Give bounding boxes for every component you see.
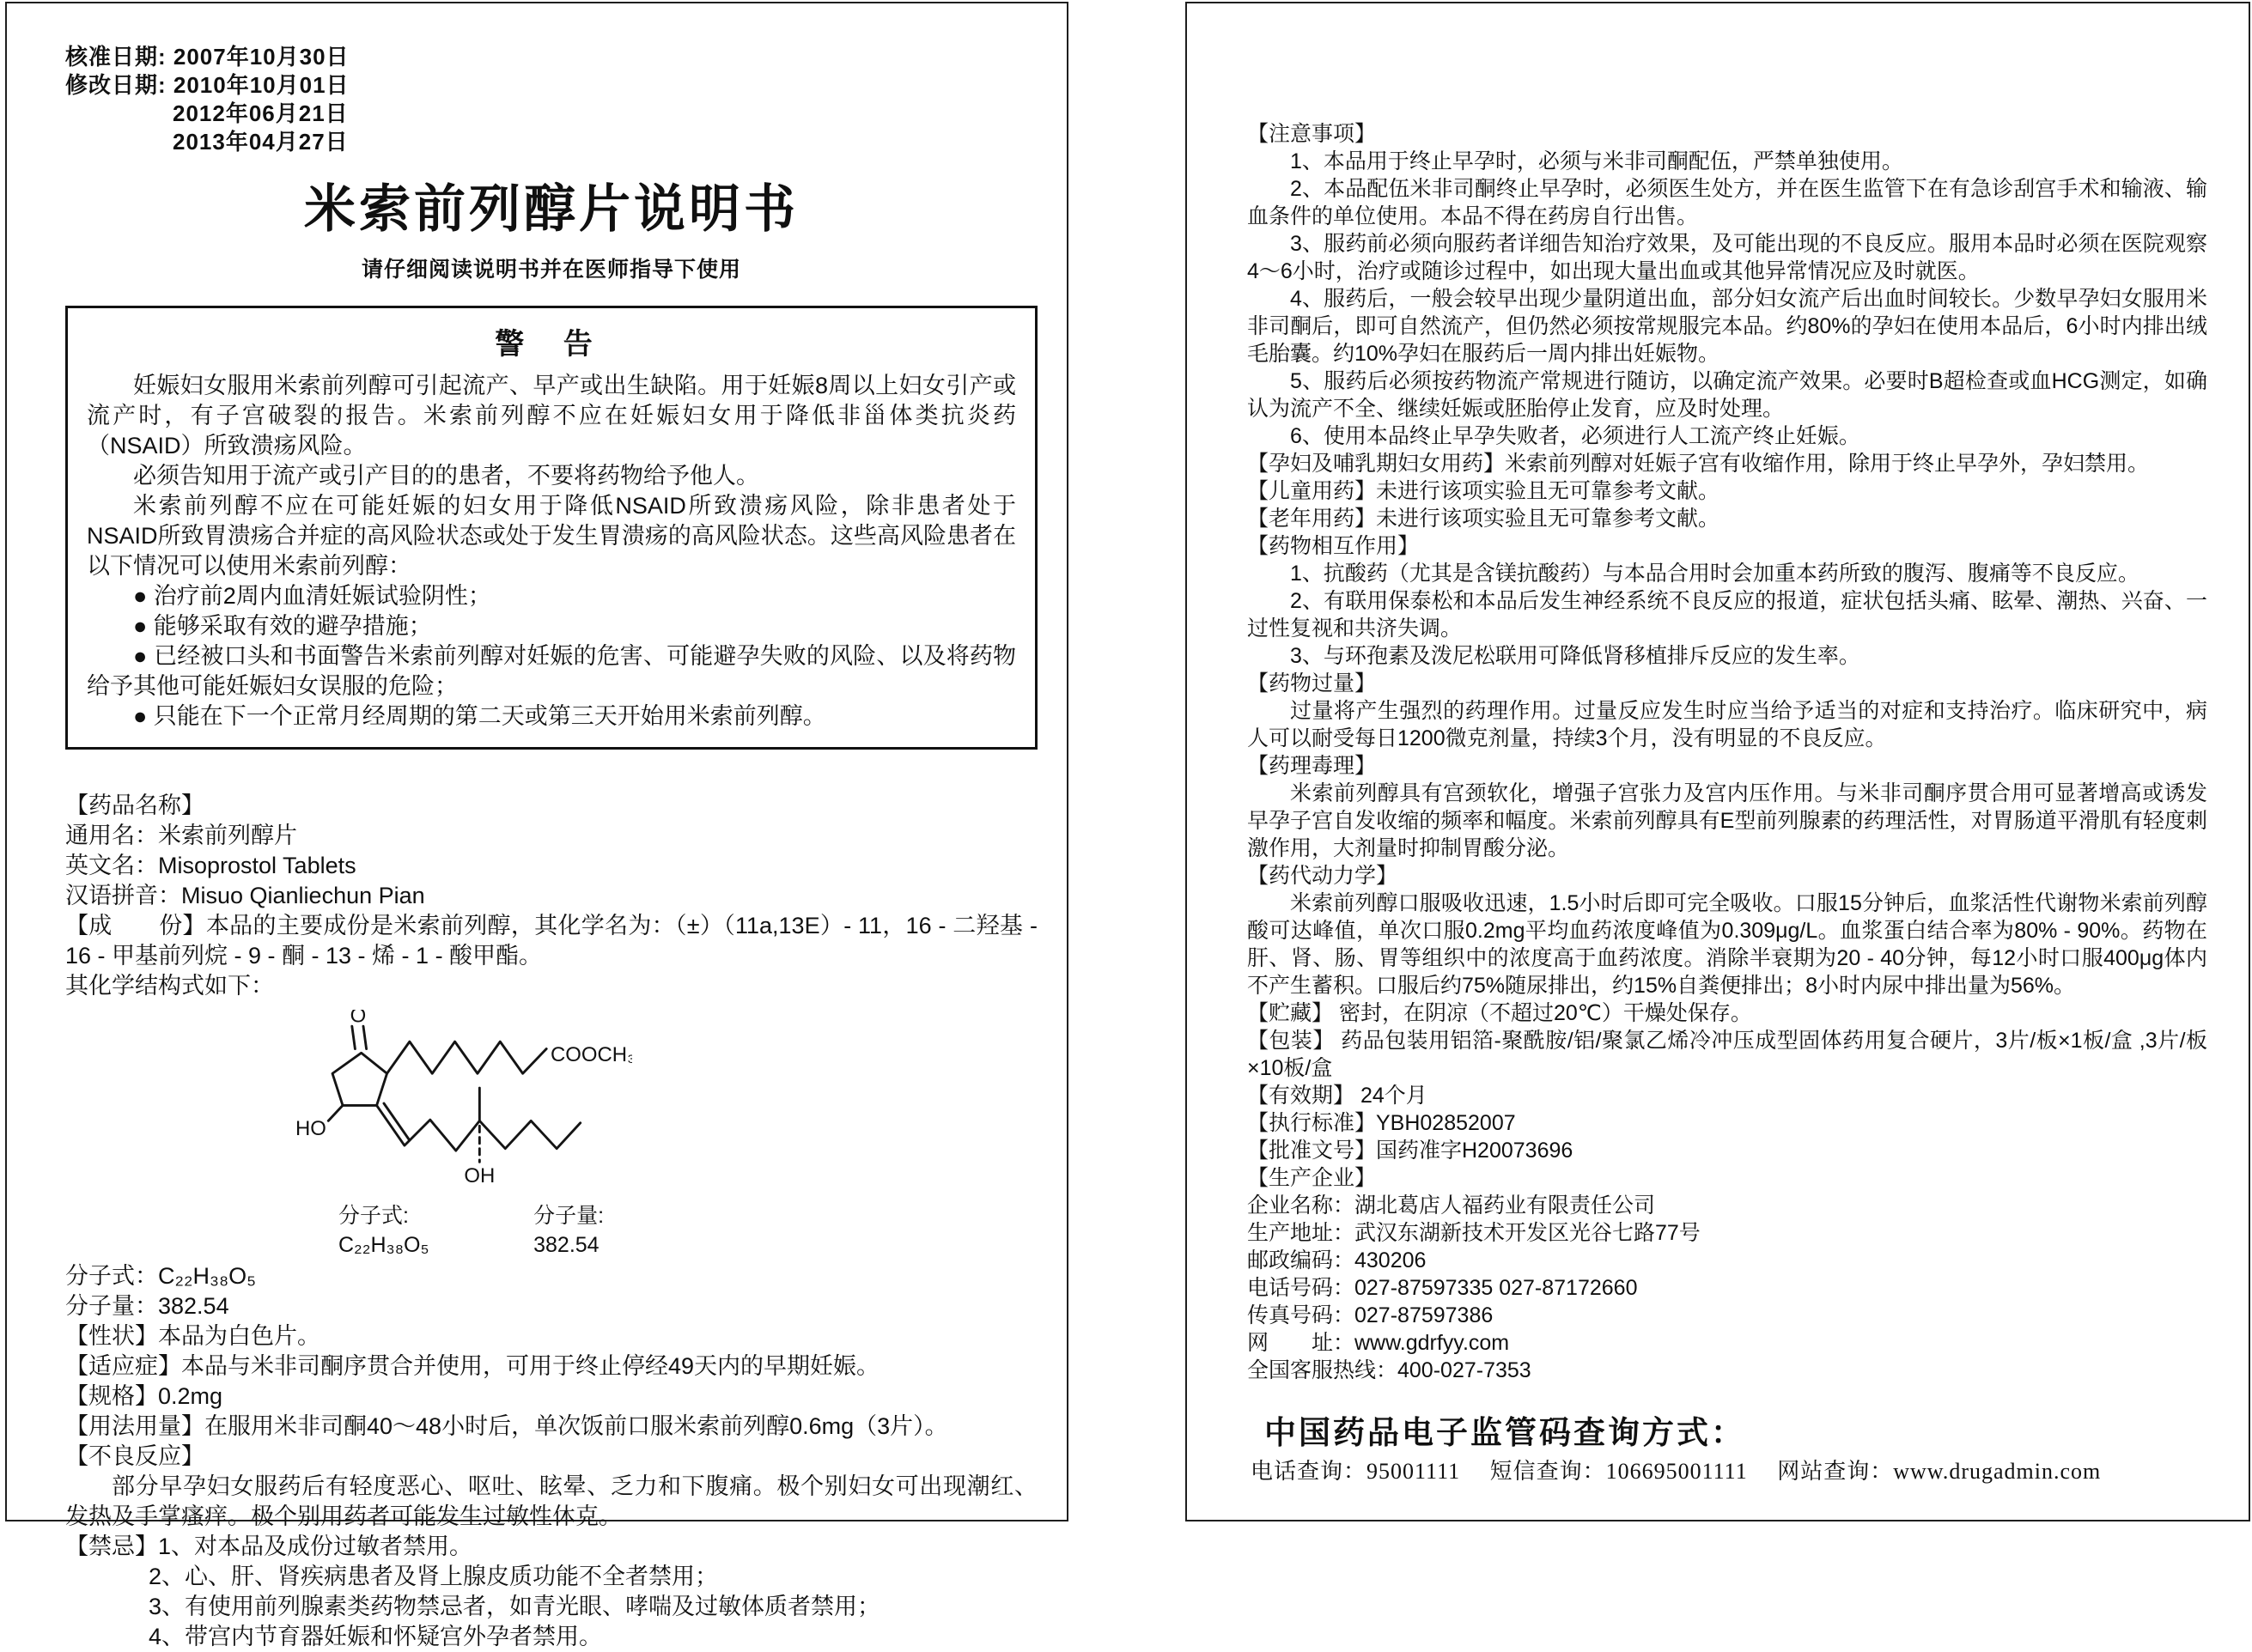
precaution-item: 1、本品用于终止早孕时，必须与米非司酮配伍，严禁单独使用。 <box>1290 149 1903 173</box>
drug-interactions-heading: 【药物相互作用】 <box>1247 534 1420 558</box>
production-address: 生产地址：武汉东湖新技术开发区光谷七路77号 <box>1247 1221 1701 1245</box>
overdose-text: 过量将产生强烈的药理作用。过量反应发生时应当给予适当的对症和支持治疗。临床研究中，病人可以耐受每日1200微克剂量，持续3个月，没有明显的不良反应。 <box>1247 699 2207 750</box>
revision-date-line: 2013年04月27日 <box>173 129 349 155</box>
interaction-item: 2、有联用保泰松和本品后发生神经系统不良反应的报道，症状包括头痛、眩晕、潮热、兴奋、一过性复视和共济失调。 <box>1247 589 2207 641</box>
manufacturer-heading: 【生产企业】 <box>1247 1166 1377 1190</box>
usage-dosage-section: 【用法用量】在服用米非司酮40～48小时后，单次饭前口服米索前列醇0.6mg（3片）。 <box>65 1413 948 1439</box>
warning-paragraph: 妊娠妇女服用米索前列醇可引起流产、早产或出生缺陷。用于妊娠8周以上妇女引产或流产时，有子宫破裂的报告。米索前列醇不应在妊娠妇女用于降低非甾体类抗炎药（NSAID）所致溃疡风险。 <box>87 373 1016 459</box>
postal-code: 邮政编码：430206 <box>1247 1248 1427 1272</box>
pharmacokinetics-text: 米索前列醇口服吸收迅速，1.5小时后即可完全吸收。口服15分钟后，血浆活性代谢物米索前列醇酸可达峰值，单次口服0.2mg平均血药浓度峰值为0.309μg/L。血浆蛋白结合率为80% - 90%。药物在肝、肾、肠、胃等组织中的浓度高于血药浓度。消除半衰期为20 - 40分钟，每12小时口服400μg体内不产生蓄积。口服后约75%随尿排出，约15%自粪便排出；8小时内尿中排出量为56%。 <box>1247 891 2207 998</box>
phone-number: 电话号码：027-87597335 027-87172660 <box>1247 1276 1638 1300</box>
contraindication-item: 3、有使用前列腺素类药物禁忌者，如青光眼、哮喘及过敏体质者禁用； <box>149 1594 881 1619</box>
warning-bullet: ● 已经被口头和书面警告米索前列醇对妊娠的危害、可能避孕失败的风险、以及将药物给予其他可能妊娠妇女误服的危险； <box>87 643 1016 699</box>
indication-section: 【适应症】本品与米非司酮序贯合并使用，可用于终止停经49天内的早期妊娠。 <box>65 1353 880 1379</box>
adverse-reactions-text: 部分早孕妇女服药后有轻度恶心、呕吐、眩晕、乏力和下腹痛。极个别妇女可出现潮红、发热及手掌瘙痒。极个别用药者可能发生过敏性休克。 <box>65 1473 1038 1529</box>
warning-title: 警 告 <box>495 328 608 361</box>
precaution-item: 5、服药后必须按药物流产常规进行随访，以确定流产效果。必要时B超检查或血HCG测定，如确认为流产不全、继续妊娠或胚胎停止发育，应及时处理。 <box>1247 369 2207 421</box>
drug-supervision-code-block <box>1247 1413 2207 1489</box>
supervision-code-detail: 电话查询：95001111 短信查询：106695001111 网站查询：www.drugadmin.com <box>1251 1459 2102 1484</box>
contraindication-item: 4、带宫内节育器妊娠和怀疑宫外孕者禁用。 <box>149 1624 603 1649</box>
interaction-item: 3、与环孢素及泼尼松联用可降低肾移植排斥反应的发生率。 <box>1290 644 1860 668</box>
standard-section: 【执行标准】YBH02852007 <box>1247 1111 1516 1135</box>
precautions-heading: 【注意事项】 <box>1247 122 1377 146</box>
ester-group-label: COOCH₃ <box>550 1042 632 1066</box>
pinyin-name: 汉语拼音：Misuo Qianliechun Pian <box>65 883 425 908</box>
precaution-item: 6、使用本品终止早孕失败者，必须进行人工流产终止妊娠。 <box>1290 424 1860 448</box>
pharmacology-text: 米索前列醇具有宫颈软化，增强子宫张力及宫内压作用。与米非司酮序贯合用可显著增高或诱发早孕子宫自发收缩的频率和幅度。米索前列醇具有E型前列腺素的药理活性，对胃肠道平滑肌有轻度刺激作用，大剂量时抑制胃酸分泌。 <box>1247 781 2207 860</box>
approval-dates <box>65 43 1038 156</box>
document-title: 米索前列醇片说明书 <box>304 180 799 238</box>
document-subtitle: 请仔细阅读说明书并在医师指导下使用 <box>361 258 741 282</box>
warning-paragraph: 必须告知用于流产或引产目的的患者，不要将药物给予他人。 <box>133 463 759 489</box>
structure-caption <box>338 1201 632 1260</box>
specification-section: 【规格】0.2mg <box>65 1383 223 1409</box>
drug-name-heading: 【药品名称】 <box>65 793 204 818</box>
leaflet-page-right <box>1185 2 2250 1521</box>
packaging-section: 【包装】 药品包装用铝箔-聚酰胺/铝/聚氯乙烯冷冲压成型固体药用复合硬片，3片/板×1板/盒 ,3片/板×10板/盒 <box>1247 1029 2207 1080</box>
elderly-use-section: 【老年用药】未进行该项实验且无可靠参考文献。 <box>1247 507 1720 531</box>
chemical-structure-drawing <box>271 1010 632 1197</box>
warning-paragraph: 米索前列醇不应在可能妊娠的妇女用于降低NSAID所致溃疡风险，除非患者处于NSAID所致胃溃疡合并症的高风险状态或处于发生胃溃疡的高风险状态。这些高风险患者在以下情况可以使用米索前列醇： <box>87 493 1016 579</box>
cyclopentane-ring <box>332 1053 386 1105</box>
character-section: 【性状】本品为白色片。 <box>65 1323 320 1349</box>
molecular-weight-caption: 分子量: 382.54 <box>533 1204 605 1257</box>
molecular-formula-line: 分子式：C₂₂H₃₈O₅ <box>65 1263 257 1289</box>
oxygen-label: O <box>350 1010 367 1028</box>
structure-intro: 其化学结构式如下： <box>65 973 274 999</box>
contraindication-item: 2、心、肝、肾疾病患者及肾上腺皮质功能不全者禁用； <box>149 1564 719 1589</box>
hydroxyl-ho-label: HO <box>295 1117 326 1141</box>
overdose-heading: 【药物过量】 <box>1247 671 1377 695</box>
pregnancy-use-section: 【孕妇及哺乳期妇女用药】米索前列醇对妊娠子宫有收缩作用，除用于终止早孕外，孕妇禁用。 <box>1247 452 2150 476</box>
supervision-code-title: 中国药品电子监管码查询方式： <box>1264 1416 1745 1451</box>
generic-name: 通用名：米索前列醇片 <box>65 823 297 848</box>
fax-number: 传真号码：027-87597386 <box>1247 1303 1494 1327</box>
adverse-reactions-heading: 【不良反应】 <box>65 1443 204 1469</box>
molecular-weight-line: 分子量：382.54 <box>65 1293 229 1319</box>
leaflet-page-left <box>5 2 1068 1649</box>
approval-number-section: 【批准文号】国药准字H20073696 <box>1247 1139 1573 1163</box>
contraindication-item: 【禁忌】1、对本品及成份过敏者禁用。 <box>65 1534 473 1559</box>
approval-date-line: 核准日期: 2007年10月30日 <box>65 44 350 70</box>
pharmacokinetics-heading: 【药代动力学】 <box>1247 864 1398 888</box>
warning-box <box>65 306 1038 750</box>
website: 网 址：www.gdrfyy.com <box>1247 1331 1510 1355</box>
warning-bullet: ● 只能在下一个正常月经周期的第二天或第三天开始用米索前列醇。 <box>133 703 826 729</box>
children-use-section: 【儿童用药】未进行该项实验且无可靠参考文献。 <box>1247 479 1720 503</box>
warning-bullet: ● 治疗前2周内血清妊娠试验阴性； <box>133 583 491 609</box>
warning-bullet: ● 能够采取有效的避孕措施； <box>133 613 432 639</box>
validity-section: 【有效期】 24个月 <box>1247 1084 1427 1108</box>
service-hotline: 全国客服热线：400-027-7353 <box>1247 1358 1531 1382</box>
pharmacology-heading: 【药理毒理】 <box>1247 754 1377 778</box>
storage-section: 【贮藏】 密封，在阴凉（不超过20℃）干燥处保存。 <box>1247 1001 1752 1025</box>
precaution-item: 2、本品配伍米非司酮终止早孕时，必须医生处方，并在医生监管下在有急诊刮宫手术和输液、输血条件的单位使用。本品不得在药房自行出售。 <box>1247 177 2207 228</box>
composition: 【成 份】本品的主要成份是米索前列醇，其化学名为：（±）（11a,13E）- 11，16 - 二羟基 - 16 - 甲基前列烷 - 9 - 酮 - 13 - 烯 - 1 - 酸甲酯。 <box>65 913 1038 969</box>
chemical-structure <box>271 1010 632 1260</box>
company-name: 企业名称：湖北葛店人福药业有限责任公司 <box>1247 1193 1656 1218</box>
precaution-item: 3、服药前必须向服药者详细告知治疗效果，及可能出现的不良反应。服用本品时必须在医院观察4～6小时，治疗或随诊过程中，如出现大量出血或其他异常情况应及时就医。 <box>1247 232 2207 283</box>
molecular-formula-caption: 分子式: C₂₂H₃₈O₅ <box>338 1204 429 1257</box>
revision-date-line: 修改日期: 2010年10月01日 <box>65 72 350 98</box>
precaution-item: 4、服药后，一般会较早出现少量阴道出血，部分妇女流产后出血时间较长。少数早孕妇女服用米非司酮后，即可自然流产，但仍然必须按常规服完本品。约80%的孕妇在使用本品后，6小时内排出绒毛胎囊。约10%孕妇在服药后一周内排出妊娠物。 <box>1247 287 2207 366</box>
revision-date-line: 2012年06月21日 <box>173 100 349 126</box>
hydroxyl-oh-label: OH <box>464 1164 496 1188</box>
interaction-item: 1、抗酸药（尤其是含镁抗酸药）与本品合用时会加重本药所致的腹泻、腹痛等不良反应。 <box>1290 562 2139 586</box>
english-name: 英文名：Misoprostol Tablets <box>65 853 356 878</box>
